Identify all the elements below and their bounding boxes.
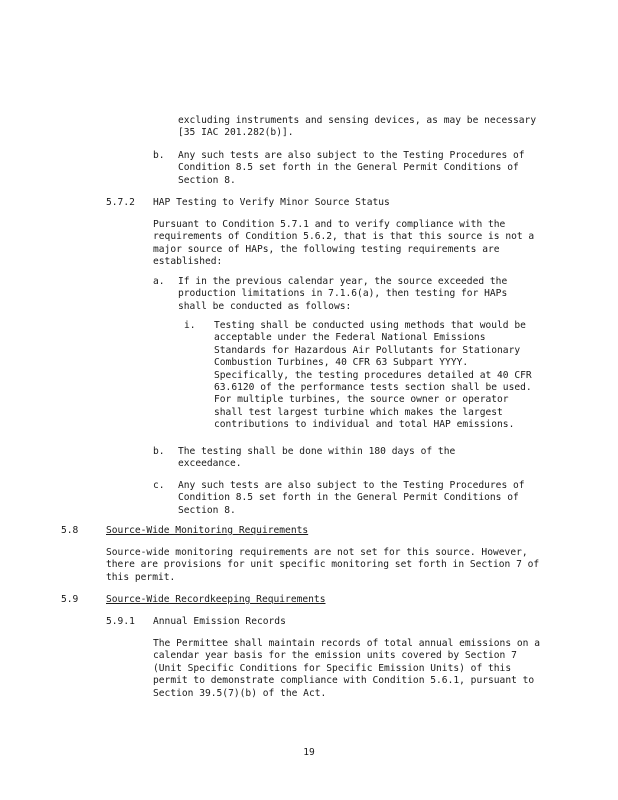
- item-text-c: Any such tests are also subject to the Testing Procedures of Condition 8.5 set forth in the General Permit Conditions of Section 8.: [178, 480, 525, 516]
- item-text-a: If in the previous calendar year, the source exceeded the production limitations in 7.1.6(a), then testing for HAPs shall be conducted as follows:: [178, 276, 508, 312]
- item-text-b2: The testing shall be done within 180 days of the exceedance.: [178, 446, 456, 470]
- section-number-5-8: 5.8: [61, 525, 79, 536]
- section-title-5-9: Source-Wide Recordkeeping Requirements: [106, 594, 326, 605]
- section-title-5-8: Source-Wide Monitoring Requirements: [106, 525, 309, 536]
- item-label-c: c.: [153, 480, 165, 491]
- section-number-5-9: 5.9: [61, 594, 79, 605]
- section-text-5-9-1: The Permittee shall maintain records of total annual emissions on a calendar year basis for the emission units covered by Section 7 (Unit Specific Conditions for Specific Emission Units) of this permit to demonstrate compliance with Condition 5.6.1, pursuant to Section 39.5(7)(b) of the Act.: [153, 638, 540, 699]
- section-intro-5-7-2: Pursuant to Condition 5.7.1 and to verify compliance with the requirements of Condition 5.6.2, that is that this source is not a major source of HAPs, the following testing requirements are established:: [153, 219, 535, 268]
- item-text-b: Any such tests are also subject to the Testing Procedures of Condition 8.5 set forth in the General Permit Conditions of Section 8.: [178, 150, 525, 186]
- item-label-b: b.: [153, 150, 165, 161]
- section-number-5-7-2: 5.7.2: [106, 197, 135, 208]
- subitem-label-i: i.: [184, 320, 196, 331]
- continuation-paragraph: excluding instruments and sensing devices, as may be necessary [35 IAC 201.282(b)].: [178, 115, 537, 139]
- section-text-5-8: Source-wide monitoring requirements are not set for this source. However, there are provisions for unit specific monitoring set forth in Section 7 of this permit.: [106, 547, 540, 583]
- item-label-b2: b.: [153, 446, 165, 457]
- subitem-text-i: Testing shall be conducted using methods that would be acceptable under the Federal National Emissions Standards for Hazardous Air Pollutants for Stationary Combustion Turbines, 40 CFR 63 Subpart YYYY. Specifically, the testing procedures detailed at 40 CFR 63.6120 of the performance tests section shall be used. For multiple turbines, the source owner or operator shall test largest turbine which makes the largest contributions to individual and total HAP emissions.: [214, 320, 532, 431]
- section-number-5-9-1: 5.9.1: [106, 616, 135, 627]
- section-title-5-9-1: Annual Emission Records: [153, 616, 286, 627]
- page-number: 19: [303, 747, 315, 758]
- section-title-5-7-2: HAP Testing to Verify Minor Source Status: [153, 197, 390, 208]
- item-label-a: a.: [153, 276, 165, 287]
